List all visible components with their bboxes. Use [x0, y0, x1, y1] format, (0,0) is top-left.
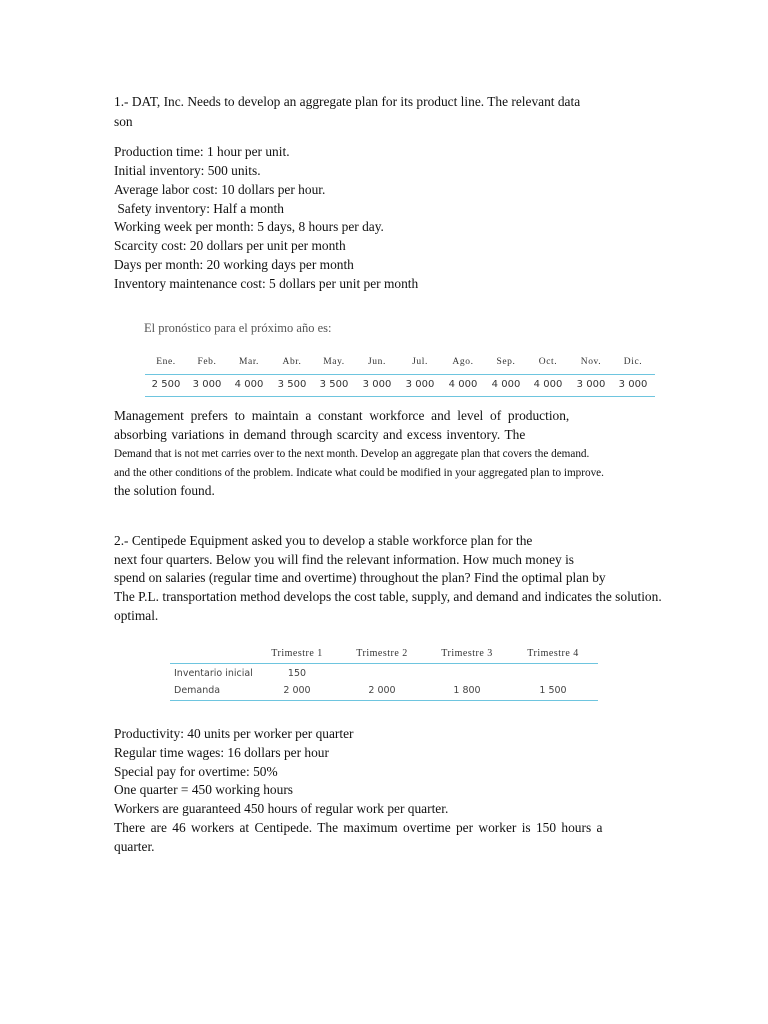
- quarter-header: Trimestre 3: [441, 648, 493, 659]
- management-line1: Management prefers to maintain a constant workforce and level of production,: [114, 408, 570, 423]
- forecast-header-row: [145, 352, 655, 374]
- production-time: Production time: 1 hour per unit.: [114, 144, 290, 159]
- row-label-inventario-inicial: Inventario inicial: [174, 668, 253, 679]
- month-header: Dic.: [623, 357, 643, 367]
- forecast-value: 3 500: [277, 379, 307, 390]
- table-rule: [170, 700, 598, 701]
- problem1-intro-line1: 1.- DAT, Inc. Needs to develop an aggregate plan for its product line. The relevant data: [114, 94, 581, 109]
- working-week: Working week per month: 5 days, 8 hours per day.: [114, 219, 384, 234]
- forecast-values-row: [145, 374, 655, 396]
- overtime-pay: Special pay for overtime: 50%: [114, 764, 278, 779]
- workers-overtime-line1: There are 46 workers at Centipede. The maximum overtime per worker is 150 hours a: [114, 820, 603, 835]
- forecast-value: 4 000: [234, 379, 264, 390]
- forecast-value: 3 000: [576, 379, 606, 390]
- forecast-value: 4 000: [491, 379, 521, 390]
- month-header: Sep.: [496, 357, 516, 367]
- forecast-value: 4 000: [448, 379, 478, 390]
- month-header: Mar.: [238, 357, 260, 367]
- quarter-header: Trimestre 4: [527, 648, 579, 659]
- table-rule: [170, 663, 598, 664]
- guaranteed-hours: Workers are guaranteed 450 hours of regular work per quarter.: [114, 801, 449, 816]
- forecast-caption: El pronóstico para el próximo año es:: [144, 321, 332, 335]
- quarter-hours: One quarter = 450 working hours: [114, 782, 293, 797]
- month-header: May.: [323, 357, 345, 367]
- forecast-value: 4 000: [533, 379, 563, 390]
- table-cell: 2 000: [283, 685, 311, 696]
- month-header: Jul.: [412, 357, 428, 367]
- quarter-header: Trimestre 1: [271, 648, 323, 659]
- forecast-value: 3 500: [319, 379, 349, 390]
- row-label-demanda: Demanda: [174, 685, 221, 696]
- table-cell: 1 800: [453, 685, 481, 696]
- management-line4: and the other conditions of the problem. Indicate what could be modified in your aggregated plan to improve.: [114, 467, 604, 479]
- problem1-intro-line2: son: [114, 114, 133, 129]
- problem2-intro-line1: 2.- Centipede Equipment asked you to develop a stable workforce plan for the: [114, 533, 533, 548]
- table-rule: [145, 396, 655, 397]
- initial-inventory: Initial inventory: 500 units.: [114, 163, 261, 178]
- month-header: Oct.: [538, 357, 558, 367]
- forecast-value: 3 000: [362, 379, 392, 390]
- table-cell: 150: [287, 668, 307, 679]
- forecast-table: [145, 352, 655, 396]
- forecast-value: 3 000: [618, 379, 648, 390]
- scarcity-cost: Scarcity cost: 20 dollars per unit per month: [114, 238, 346, 253]
- days-per-month: Days per month: 20 working days per month: [114, 257, 354, 272]
- month-header: Jun.: [368, 357, 386, 367]
- inventory-maintenance-cost: Inventory maintenance cost: 5 dollars per unit per month: [114, 276, 419, 291]
- month-header: Nov.: [580, 357, 602, 367]
- table-cell: 2 000: [368, 685, 396, 696]
- average-labor-cost: Average labor cost: 10 dollars per hour.: [114, 182, 326, 197]
- problem2-intro-line3: spend on salaries (regular time and overtime) throughout the plan? Find the optimal plan by: [114, 570, 606, 585]
- management-line3: Demand that is not met carries over to the next month. Develop an aggregate plan that covers the demand.: [114, 448, 590, 460]
- month-header: Abr.: [282, 357, 302, 367]
- safety-inventory: Safety inventory: Half a month: [114, 201, 284, 216]
- month-header: Feb.: [197, 357, 217, 367]
- problem2-intro-line4: The P.L. transportation method develops the cost table, supply, and demand and indicates the solution.: [114, 589, 662, 604]
- problem2-intro-line5: optimal.: [114, 608, 159, 623]
- regular-wages: Regular time wages: 16 dollars per hour: [114, 745, 329, 760]
- management-line2: absorbing variations in demand through scarcity and excess inventory. The: [114, 427, 526, 442]
- problem2-intro-line2: next four quarters. Below you will find the relevant information. How much money is: [114, 552, 575, 567]
- quarter-header: Trimestre 2: [356, 648, 408, 659]
- productivity: Productivity: 40 units per worker per quarter: [114, 726, 354, 741]
- workers-overtime-line2: quarter.: [114, 839, 155, 854]
- management-line5: the solution found.: [114, 483, 215, 498]
- month-header: Ene.: [156, 357, 176, 367]
- month-header: Ago.: [452, 357, 474, 367]
- forecast-value: 3 000: [192, 379, 222, 390]
- table-cell: 1 500: [539, 685, 567, 696]
- forecast-value: 3 000: [405, 379, 435, 390]
- forecast-value: 2 500: [151, 379, 181, 390]
